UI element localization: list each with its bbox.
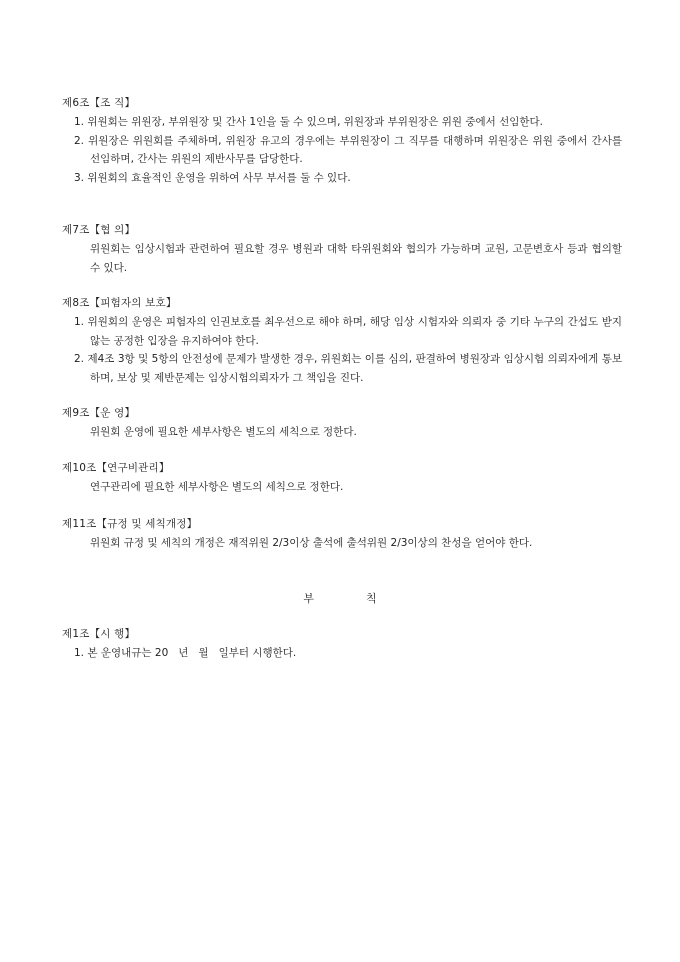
list-item: 2. 제4조 3항 및 5항의 안전성에 문제가 발생한 경우, 위원회는 이를 심의, 판결하여 병원장과 임상시험 의뢰자에게 통보하며, 보상 및 제반문제는 임상시험의뢰자가 그 책임을 진다. [74,353,622,384]
article-title: 제8조【피험자의 보호】 [62,297,177,309]
appendix-article-1 [62,626,632,663]
article-title: 제11조【규정 및 세칙개정】 [62,518,198,530]
article-paragraph: 위원회 규정 및 세칙의 개정은 재적위원 2/3이상 출석에 출석위원 2/3이상의 찬성을 얻어야 한다. [90,537,533,549]
article-title: 제7조【협 의】 [62,224,136,236]
article-paragraph: 위원회는 임상시험과 관련하여 필요할 경우 병원과 대학 타위원회와 협의가 가능하며 교원, 고문변호사 등과 협의할 수 있다. [90,243,622,274]
list-item: 1. 위원회의 운영은 피험자의 인권보호를 최우선으로 해야 하며, 해당 임상 시험자와 의뢰자 중 기타 누구의 간섭도 받지 않는 공정한 입장을 유지하여야 한다. [74,316,622,347]
article-7 [62,222,632,277]
list-item: 1. 위원회는 위원장, 부위원장 및 간사 1인을 둘 수 있으며, 위원장과 부위원장은 위원 중에서 선임한다. [74,116,544,128]
list-item: 3. 위원회의 효율적인 운영을 위하여 사무 부서를 둘 수 있다. [74,171,351,184]
list-item: 2. 위원장은 위원회를 주체하며, 위원장 유고의 경우에는 부위원장이 그 직무를 대행하며 위원장은 위원 중에서 간사를 선임하며, 간사는 위원의 제반사무를 담당한다. [74,134,622,165]
article-paragraph: 위원회 운영에 필요한 세부사항은 별도의 세칙으로 정한다. [90,426,357,438]
article-11 [62,516,632,553]
article-title: 제1조【시 행】 [62,628,136,640]
article-6 [62,95,632,187]
article-title: 제6조【조 직】 [62,97,136,109]
appendix-title-right: 칙 [366,592,377,605]
article-title: 제10조【연구비관리】 [62,462,170,474]
article-8 [62,295,632,387]
appendix-title [0,590,680,606]
list-item: 1. 본 운영내규는 20 년 월 일부터 시행한다. [74,647,297,659]
article-10 [62,460,632,497]
appendix-title-left: 부 [303,592,314,605]
article-paragraph: 연구관리에 필요한 세부사항은 별도의 세칙으로 정한다. [90,481,344,493]
article-title: 제9조【운 영】 [62,407,136,419]
article-9 [62,405,632,442]
